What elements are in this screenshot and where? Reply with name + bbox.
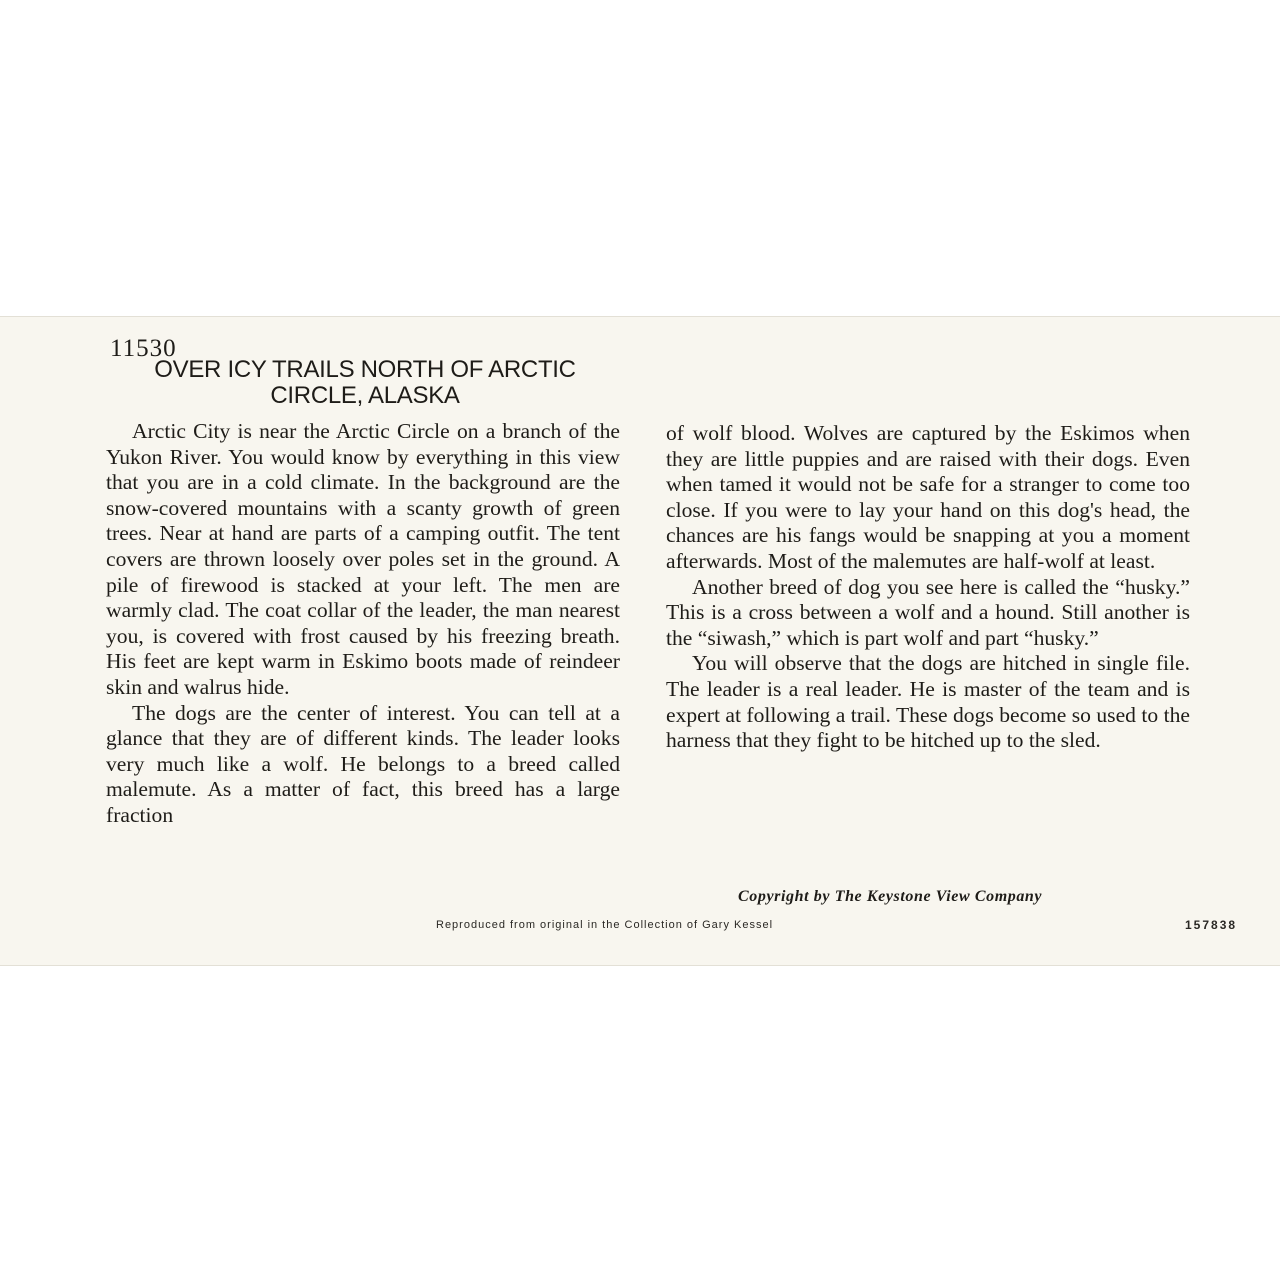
paragraph: You will observe that the dogs are hitched in single file. The leader is a real leader. He is master of the team and is expert at following a trail. These dogs become so used to the harness that they fight to be hitched up to the sled.: [666, 651, 1190, 753]
reproduction-note: Reproduced from original in the Collection of Gary Kessel: [436, 919, 774, 931]
text-column-left: [106, 419, 620, 829]
stereoview-card-back: [0, 316, 1280, 966]
card-number: 11530: [110, 335, 177, 362]
paragraph: Arctic City is near the Arctic Circle on a branch of the Yukon River. You would know by everything in this view that you are in a cold climate. In the background are the snow-covered mountains with a scanty growth of green trees. Near at hand are parts of a camping outfit. The tent covers are thrown loosely over poles set in the ground. A pile of firewood is stacked at your left. The men are warmly clad. The coat collar of the leader, the man nearest you, is covered with frost caused by his freezing breath. His feet are kept warm in Eskimo boots made of reindeer skin and walrus hide.: [106, 419, 620, 699]
paragraph-continued: of wolf blood. Wolves are captured by the Eskimos when they are little puppies and are raised with their dogs. Even when tamed it would not be safe for a stranger to come too close. If you were to lay your hand on this dog's head, the chances are his fangs would be snapping at you a moment afterwards. Most of the malemutes are half-wolf at least.: [666, 421, 1190, 573]
card-title-line-2: CIRCLE, ALASKA: [270, 382, 460, 409]
card-title-line-1: OVER ICY TRAILS NORTH OF ARCTIC: [154, 356, 576, 383]
copyright-line: Copyright by The Keystone View Company: [738, 888, 1043, 905]
catalog-number: 157838: [1185, 918, 1238, 932]
paragraph: The dogs are the center of interest. You can tell at a glance that they are of different kinds. The leader looks very much like a wolf. He belongs to a breed called malemute. As a matter of fact, this breed has a large fraction: [106, 700, 620, 827]
paragraph: Another breed of dog you see here is called the “husky.” This is a cross between a wolf and a hound. Still another is the “siwash,” which is part wolf and part “husky.”: [666, 574, 1190, 650]
card-title: [100, 357, 630, 409]
text-column-right: [666, 421, 1190, 754]
